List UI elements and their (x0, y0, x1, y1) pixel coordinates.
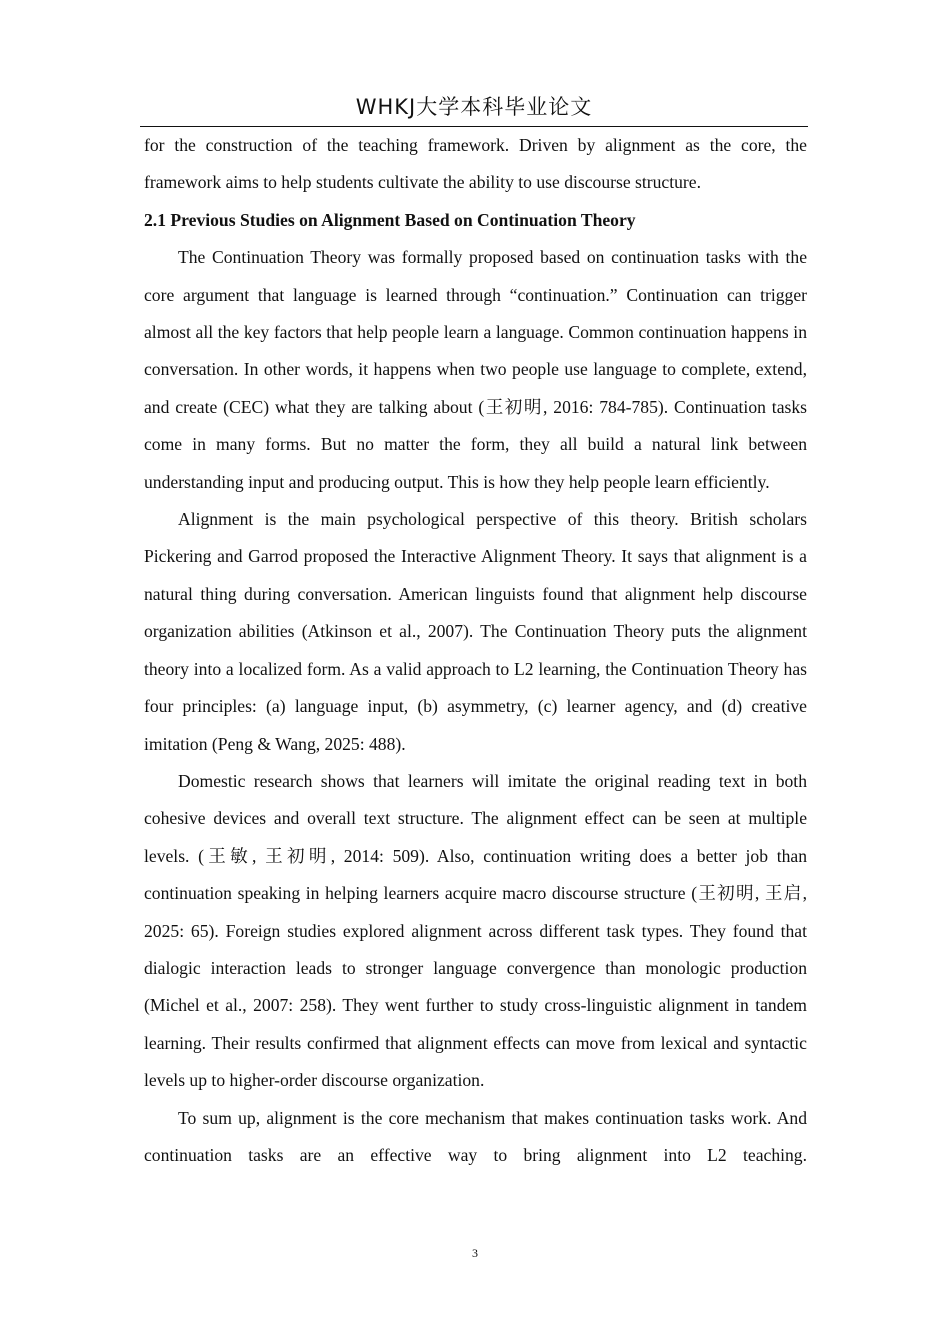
section-heading: 2.1 Previous Studies on Alignment Based on Continuation Theory (144, 209, 636, 230)
paragraph-continuation-theory: The Continuation Theory was formally proposed based on continuation tasks with the core argument that language is learned through “continuation.” Continuation can trigger almost all the key factors that help people learn a language. Common continuation happens in conversation. In other words, it happens when two people use language to complete, extend, and create (CEC) what they are talking about (王初明, 2016: 784-785). Continuation tasks come in many forms. But no matter the form, they all build a natural link between understanding input and producing output. This is how they help people learn efficiently. (144, 247, 807, 492)
paragraph-continued: for the construction of the teaching framework. Driven by alignment as the core, the framework aims to help students cultivate the ability to use discourse structure. (144, 135, 807, 193)
paragraph-domestic-research: Domestic research shows that learners will imitate the original reading text in both cohesive devices and overall text structure. The alignment effect can be seen at multiple levels. (王敏, 王初明, 2014: 509). Also, continuation writing does a better job than continuation speaking in helping learners acquire macro discourse structure (王初明, 王启, 2025: 65). Foreign studies explored alignment across different task types. They found that dialogic interaction leads to stronger language convergence than monologic production (Michel et al., 2007: 258). They went further to study cross-linguistic alignment in tandem learning. Their results confirmed that alignment effects can move from lexical and syntactic levels up to higher-order discourse organization. (144, 770, 807, 1091)
main-text (144, 127, 807, 1174)
page-number: 3 (472, 1246, 478, 1260)
running-header: WHKJ大学本科毕业论文 (355, 95, 593, 119)
paragraph-summary: To sum up, alignment is the core mechanism that makes continuation tasks work. And continuation tasks are an effective way to bring alignment into L2 teaching. (144, 1107, 807, 1165)
paragraph-alignment-perspective: Alignment is the main psychological perspective of this theory. British scholars Pickering and Garrod proposed the Interactive Alignment Theory. It says that alignment is a natural thing during conversation. American linguists found that alignment help discourse organization abilities (Atkinson et al., 2007). The Continuation Theory puts the alignment theory into a localized form. As a valid approach to L2 learning, the Continuation Theory has four principles: (a) language input, (b) asymmetry, (c) learner agency, and (d) creative imitation (Peng & Wang, 2025: 488). (144, 509, 807, 754)
